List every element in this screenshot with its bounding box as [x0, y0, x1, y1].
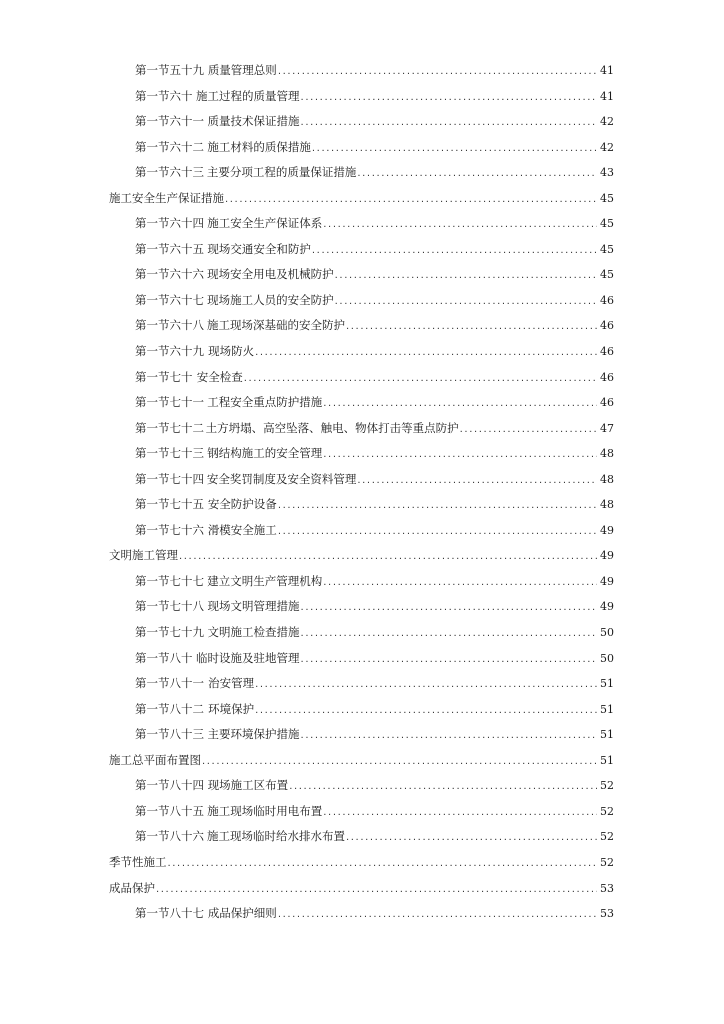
toc-section-number: 第一节六十四 — [135, 216, 204, 231]
toc-chapter-entry — [0, 850, 724, 876]
dot-leader — [244, 366, 597, 392]
toc-section-number: 第一节七十九 — [135, 625, 204, 640]
toc-page-number: 53 — [600, 907, 614, 921]
dot-leader — [312, 238, 597, 264]
toc-title: 施工总平面布置图 — [109, 752, 201, 767]
toc-section-number: 第一节五十九 — [135, 63, 204, 77]
toc-section-entry — [0, 697, 724, 723]
toc-title: 施工过程的质量管理 — [196, 88, 300, 103]
dot-leader — [357, 468, 597, 494]
toc-page-number: 49 — [600, 574, 614, 588]
toc-title: 质量技术保证措施 — [207, 114, 300, 129]
toc-entry-line — [135, 135, 614, 162]
toc-section-number: 第一节七十七 — [135, 573, 204, 588]
toc-title: 钢结构施工的安全管理 — [207, 446, 323, 461]
toc-title: 主要分项工程的质量保证措施 — [206, 165, 357, 180]
toc-page-number: 46 — [600, 319, 614, 333]
dot-leader — [255, 698, 597, 724]
toc-section-entry — [0, 824, 724, 850]
dot-leader — [278, 493, 597, 519]
toc-entry-line — [135, 901, 614, 928]
toc-entry-line — [135, 594, 614, 621]
toc-entry-line — [135, 109, 614, 136]
toc-section-number: 第一节八十一 — [135, 676, 204, 691]
toc-title: 现场文明管理措施 — [207, 599, 300, 614]
toc-section-number: 第一节六十三 — [135, 165, 204, 180]
toc-page-number: 41 — [600, 89, 614, 103]
table-of-contents — [0, 58, 724, 927]
toc-entry-line — [109, 186, 614, 213]
toc-title: 工程安全重点防护措施 — [207, 395, 323, 410]
toc-page-number: 46 — [600, 345, 614, 359]
toc-entry-line — [109, 543, 614, 570]
toc-section-entry — [0, 671, 724, 697]
dot-leader — [289, 774, 597, 800]
toc-page-number: 50 — [600, 626, 614, 640]
toc-page-number: 48 — [600, 472, 614, 486]
dot-leader — [156, 877, 597, 903]
toc-entry-line — [135, 799, 614, 826]
toc-entry-line — [135, 58, 614, 85]
toc-section-entry — [0, 722, 724, 748]
toc-title: 临时设施及驻地管理 — [196, 650, 300, 665]
toc-section-number: 第一节七十四 — [135, 471, 204, 486]
toc-page-number: 46 — [600, 293, 614, 307]
toc-title: 主要环境保护措施 — [207, 727, 300, 742]
toc-page-number: 50 — [600, 651, 614, 665]
toc-title: 文明施工检查措施 — [207, 625, 300, 640]
toc-entry-line — [135, 441, 614, 468]
toc-section-entry — [0, 237, 724, 263]
dot-leader — [278, 902, 597, 928]
toc-section-entry — [0, 518, 724, 544]
toc-section-entry — [0, 901, 724, 927]
toc-section-number: 第一节六十 — [135, 88, 193, 103]
toc-entry-line — [135, 773, 614, 800]
toc-title: 土方坍塌、高空坠落、触电、物体打击等重点防护 — [205, 420, 459, 435]
dot-leader — [278, 59, 597, 85]
toc-entry-line — [135, 492, 614, 519]
toc-entry-line — [135, 722, 614, 749]
toc-page-number: 42 — [600, 115, 614, 129]
toc-page-number: 51 — [600, 677, 614, 691]
toc-section-number: 第一节六十六 — [135, 267, 204, 282]
toc-title: 建立文明生产管理机构 — [207, 573, 323, 588]
toc-entry-line — [109, 876, 614, 903]
toc-section-entry — [0, 365, 724, 391]
toc-section-entry — [0, 109, 724, 135]
toc-section-entry — [0, 160, 724, 186]
toc-entry-line — [135, 416, 614, 443]
toc-page-number: 49 — [600, 549, 614, 563]
toc-section-entry — [0, 288, 724, 314]
toc-title: 施工材料的质保措施 — [207, 139, 311, 154]
toc-section-entry — [0, 773, 724, 799]
toc-section-entry — [0, 58, 724, 84]
toc-page-number: 43 — [600, 166, 614, 180]
dot-leader — [168, 851, 598, 877]
toc-section-entry — [0, 646, 724, 672]
toc-page-number: 45 — [600, 242, 614, 256]
toc-section-entry — [0, 84, 724, 110]
toc-title: 施工安全生产保证体系 — [207, 216, 323, 231]
toc-section-number: 第一节七十一 — [135, 395, 204, 410]
toc-entry-line — [135, 313, 614, 340]
toc-title: 质量管理总则 — [207, 63, 277, 77]
dot-leader — [225, 187, 597, 213]
toc-section-entry — [0, 441, 724, 467]
toc-section-number: 第一节八十七 — [135, 906, 204, 921]
toc-chapter-entry — [0, 543, 724, 569]
dot-leader — [255, 672, 597, 698]
toc-section-number: 第一节六十二 — [135, 139, 204, 154]
toc-page-number: 49 — [600, 523, 614, 537]
toc-section-entry — [0, 799, 724, 825]
dot-leader — [346, 314, 597, 340]
toc-section-entry — [0, 390, 724, 416]
dot-leader — [312, 136, 597, 162]
toc-title: 现场交通安全和防护 — [207, 241, 311, 256]
toc-section-number: 第一节八十三 — [135, 727, 204, 742]
toc-section-number: 第一节六十八 — [135, 318, 204, 333]
toc-section-number: 第一节七十八 — [135, 599, 204, 614]
dot-leader — [335, 263, 597, 289]
dot-leader — [301, 621, 597, 647]
toc-section-number: 第一节七十六 — [135, 522, 204, 537]
dot-leader — [202, 749, 597, 775]
toc-page-number: 49 — [600, 600, 614, 614]
toc-page-number: 48 — [600, 447, 614, 461]
toc-title: 季节性施工 — [109, 854, 167, 869]
toc-entry-line — [135, 620, 614, 647]
toc-section-entry — [0, 416, 724, 442]
toc-entry-line — [109, 850, 614, 877]
dot-leader — [323, 442, 597, 468]
toc-section-entry — [0, 135, 724, 161]
dot-leader — [301, 647, 597, 673]
toc-page-number: 48 — [600, 498, 614, 512]
toc-section-entry — [0, 594, 724, 620]
toc-chapter-entry — [0, 876, 724, 902]
dot-leader — [278, 519, 597, 545]
toc-page-number: 51 — [600, 702, 614, 716]
toc-title: 安全检查 — [196, 369, 243, 384]
toc-page-number: 47 — [600, 421, 614, 435]
toc-section-number: 第一节八十四 — [135, 778, 204, 793]
toc-page-number: 46 — [600, 370, 614, 384]
toc-entry-line — [109, 748, 614, 775]
toc-entry-line — [135, 288, 614, 315]
toc-entry-line — [135, 646, 614, 673]
toc-title: 成品保护 — [109, 880, 155, 895]
toc-section-number: 第一节六十九 — [135, 344, 204, 359]
toc-page-number: 52 — [600, 855, 614, 869]
toc-entry-line — [135, 697, 614, 724]
toc-page-number: 53 — [600, 881, 614, 895]
toc-chapter-entry — [0, 748, 724, 774]
toc-section-entry — [0, 569, 724, 595]
toc-title: 施工现场临时用电布置 — [207, 803, 323, 818]
toc-entry-line — [135, 569, 614, 596]
toc-page-number: 52 — [600, 830, 614, 844]
dot-leader — [301, 595, 597, 621]
toc-title: 治安管理 — [208, 676, 255, 691]
toc-entry-line — [135, 84, 614, 111]
toc-section-entry — [0, 339, 724, 365]
toc-entry-line — [135, 211, 614, 238]
toc-page-number: 51 — [600, 728, 614, 742]
toc-title: 施工现场临时给水排水布置 — [207, 829, 345, 844]
toc-entry-line — [135, 160, 614, 187]
toc-page-number: 46 — [600, 396, 614, 410]
toc-page-number: 52 — [600, 779, 614, 793]
toc-title: 滑模安全施工 — [207, 522, 277, 537]
toc-section-number: 第一节六十一 — [135, 114, 204, 129]
toc-title: 安全防护设备 — [207, 497, 277, 512]
dot-leader — [460, 417, 597, 443]
dot-leader — [323, 570, 597, 596]
toc-title: 现场施工区布置 — [207, 778, 289, 793]
toc-title: 现场防火 — [208, 344, 255, 359]
dot-leader — [346, 825, 597, 851]
toc-entry-line — [135, 237, 614, 264]
toc-section-entry — [0, 211, 724, 237]
toc-title: 施工现场深基础的安全防护 — [207, 318, 345, 333]
toc-section-number: 第一节六十七 — [135, 292, 204, 307]
toc-entry-line — [135, 365, 614, 392]
toc-page-number: 45 — [600, 191, 614, 205]
toc-chapter-entry — [0, 186, 724, 212]
toc-page-number: 52 — [600, 804, 614, 818]
toc-page-number: 51 — [600, 753, 614, 767]
toc-entry-line — [135, 390, 614, 417]
dot-leader — [301, 110, 597, 136]
dot-leader — [323, 212, 597, 238]
dot-leader — [255, 340, 597, 366]
toc-section-entry — [0, 492, 724, 518]
toc-title: 现场施工人员的安全防护 — [207, 292, 334, 307]
toc-section-number: 第一节六十五 — [135, 241, 204, 256]
toc-page-number: 42 — [600, 140, 614, 154]
toc-section-entry — [0, 313, 724, 339]
toc-entry-line — [135, 518, 614, 545]
dot-leader — [301, 723, 597, 749]
toc-section-number: 第一节七十五 — [135, 497, 204, 512]
dot-leader — [323, 800, 597, 826]
dot-leader — [335, 289, 597, 315]
toc-title: 现场安全用电及机械防护 — [207, 267, 334, 282]
toc-section-number: 第一节八十 — [135, 650, 193, 665]
toc-entry-line — [135, 467, 614, 494]
toc-entry-line — [135, 339, 614, 366]
dot-leader — [323, 391, 597, 417]
toc-section-entry — [0, 467, 724, 493]
toc-page-number: 45 — [600, 268, 614, 282]
dot-leader — [357, 161, 597, 187]
toc-title: 环境保护 — [208, 701, 255, 716]
toc-title: 安全奖罚制度及安全资料管理 — [206, 471, 357, 486]
toc-title: 成品保护细则 — [207, 906, 277, 921]
toc-section-number: 第一节七十二 — [135, 420, 204, 435]
toc-page-number: 41 — [600, 64, 614, 77]
toc-section-entry — [0, 620, 724, 646]
toc-section-number: 第一节八十六 — [135, 829, 204, 844]
toc-section-entry — [0, 262, 724, 288]
dot-leader — [301, 85, 597, 111]
dot-leader — [179, 544, 597, 570]
toc-page-number: 45 — [600, 217, 614, 231]
toc-title: 施工安全生产保证措施 — [109, 190, 224, 205]
toc-section-number: 第一节八十二 — [135, 701, 204, 716]
toc-section-number: 第一节七十 — [135, 369, 193, 384]
toc-section-number: 第一节八十五 — [135, 803, 204, 818]
toc-entry-line — [135, 824, 614, 851]
toc-title: 文明施工管理 — [109, 548, 178, 563]
toc-section-number: 第一节七十三 — [135, 446, 204, 461]
toc-entry-line — [135, 671, 614, 698]
toc-entry-line — [135, 262, 614, 289]
